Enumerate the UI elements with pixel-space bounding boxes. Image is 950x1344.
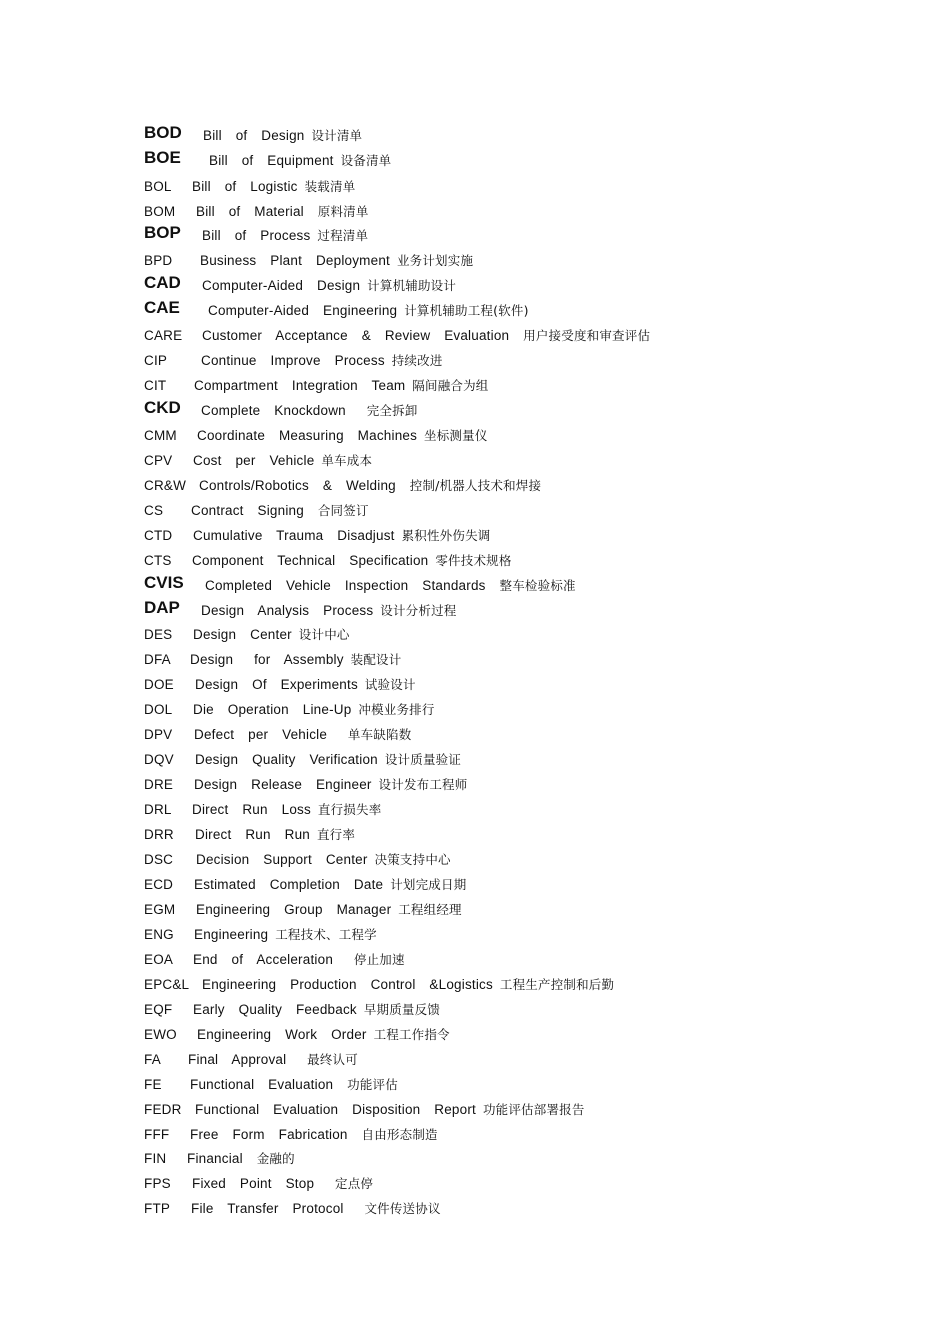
entry-definition (194, 923, 377, 947)
entry-definition (193, 623, 350, 647)
entry-english: Engineering (194, 927, 276, 942)
entry-english: Defect per Vehicle (194, 727, 348, 742)
entry-abbreviation: DSC (144, 852, 174, 867)
entry-english: Design Center (193, 627, 299, 642)
entry-abbreviation: EQF (144, 1002, 173, 1017)
entry-definition (192, 798, 381, 822)
entry-chinese: 装载清单 (304, 179, 356, 194)
entry-chinese: 控制/机器人技术和焊接 (409, 478, 542, 493)
entry-english: Compartment Integration Team (194, 378, 413, 393)
entry-definition (202, 224, 368, 248)
entry-chinese: 设备清单 (340, 153, 392, 168)
entry-abbreviation: FPS (144, 1176, 171, 1191)
entry-english: Cost per Vehicle (193, 453, 322, 468)
entry-chinese: 工程技术、工程学 (275, 927, 377, 942)
entry-chinese: 金融的 (256, 1151, 295, 1166)
entry-definition (199, 474, 541, 498)
entry-english: Decision Support Center (196, 852, 375, 867)
entry-chinese: 用户接受度和审查评估 (523, 328, 651, 343)
entry-chinese: 功能评估部署报告 (482, 1102, 585, 1117)
entry-chinese: 工程生产控制和后勤 (499, 977, 615, 992)
entry-definition (201, 599, 456, 623)
entry-abbreviation: CR&W (144, 478, 187, 493)
entry-definition (197, 424, 488, 448)
entry-abbreviation: CS (144, 503, 164, 518)
entry-abbreviation: DRR (144, 827, 174, 842)
entry-abbreviation: DAP (144, 598, 180, 617)
entry-english: Completed Vehicle Inspection Standards (205, 578, 500, 593)
entry-english: Design Analysis Process (201, 603, 381, 618)
entry-definition (193, 524, 490, 548)
entry-definition (191, 499, 369, 523)
entry-abbreviation: DES (144, 627, 173, 642)
entry-definition (195, 823, 355, 847)
entry-english: Design for Assembly (190, 652, 351, 667)
entry-definition (208, 299, 529, 323)
entry-abbreviation: EOA (144, 952, 174, 967)
entry-abbreviation: CAE (144, 298, 180, 317)
entry-english: Design Quality Verification (195, 752, 385, 767)
entry-definition (191, 1197, 441, 1221)
entry-chinese: 合同签订 (317, 503, 369, 518)
entry-english: Functional Evaluation (190, 1077, 348, 1092)
entry-abbreviation: BPD (144, 253, 173, 268)
entry-abbreviation: FEDR (144, 1102, 182, 1117)
entry-chinese: 设计中心 (298, 627, 350, 642)
entry-abbreviation: CARE (144, 328, 183, 343)
entry-abbreviation: CIT (144, 378, 167, 393)
entry-english: File Transfer Protocol (191, 1201, 365, 1216)
entry-english: Computer-Aided Design (202, 278, 368, 293)
entry-definition (192, 549, 512, 573)
entry-abbreviation: CIP (144, 353, 168, 368)
entry-chinese: 工程工作指令 (373, 1027, 450, 1042)
entry-abbreviation: DOL (144, 702, 173, 717)
entry-chinese: 坐标测量仪 (424, 428, 488, 443)
entry-chinese: 定点停 (335, 1176, 374, 1191)
entry-definition (195, 673, 416, 697)
entry-chinese: 设计清单 (311, 128, 363, 143)
entry-english: Bill of Equipment (209, 153, 341, 168)
entry-chinese: 停止加速 (353, 952, 405, 967)
entry-english: Engineering Work Order (197, 1027, 374, 1042)
entry-chinese: 单车缺陷数 (347, 727, 412, 742)
entry-definition (192, 175, 355, 199)
entry-definition (196, 898, 462, 922)
entry-abbreviation: FA (144, 1052, 161, 1067)
entry-chinese: 决策支持中心 (374, 852, 451, 867)
entry-abbreviation: FE (144, 1077, 162, 1092)
entry-chinese: 累积性外伤失调 (401, 528, 491, 543)
entry-english: Component Technical Specification (192, 553, 436, 568)
entry-definition (194, 773, 467, 797)
entry-english: Bill of Material (196, 204, 318, 219)
entry-chinese: 计算机辅助设计 (367, 278, 457, 293)
entry-definition (190, 648, 401, 672)
entry-abbreviation: FTP (144, 1201, 171, 1216)
entry-english: Customer Acceptance & Review Evaluation (202, 328, 524, 343)
entry-definition (194, 374, 489, 398)
entry-english: Cumulative Trauma Disadjust (193, 528, 402, 543)
entry-abbreviation: DRE (144, 777, 174, 792)
entry-chinese: 计划完成日期 (390, 877, 467, 892)
entry-abbreviation: BOL (144, 179, 172, 194)
entry-chinese: 持续改进 (391, 353, 443, 368)
entry-abbreviation: CPV (144, 453, 173, 468)
entry-definition (203, 124, 362, 148)
entry-english: Bill of Process (202, 228, 318, 243)
entry-english: Design Release Engineer (194, 777, 379, 792)
entry-chinese: 过程清单 (317, 228, 369, 243)
entry-definition (205, 574, 576, 598)
entry-english: Financial (187, 1151, 257, 1166)
entry-abbreviation: ENG (144, 927, 174, 942)
entry-english: Early Quality Feedback (193, 1002, 364, 1017)
entry-definition (193, 948, 405, 972)
entry-definition (193, 449, 372, 473)
entry-definition (192, 1172, 373, 1196)
entry-abbreviation: DOE (144, 677, 174, 692)
entry-abbreviation: DFA (144, 652, 171, 667)
entry-chinese: 计算机辅助工程(软件) (404, 303, 529, 318)
entry-english: Computer-Aided Engineering (208, 303, 405, 318)
entry-chinese: 设计发布工程师 (378, 777, 468, 792)
entry-chinese: 原料清单 (317, 204, 369, 219)
entry-abbreviation: EWO (144, 1027, 177, 1042)
entry-abbreviation: CVIS (144, 573, 184, 592)
entry-chinese: 设计质量验证 (384, 752, 462, 767)
entry-definition (187, 1147, 295, 1171)
entry-definition (202, 324, 650, 348)
entry-definition (201, 399, 418, 423)
entry-chinese: 完全拆卸 (366, 403, 418, 418)
entry-abbreviation: CTS (144, 553, 172, 568)
entry-abbreviation: FIN (144, 1151, 167, 1166)
entry-chinese: 整车检验标准 (499, 578, 576, 593)
entry-abbreviation: DRL (144, 802, 172, 817)
entry-chinese: 零件技术规格 (435, 553, 512, 568)
entry-definition (193, 998, 440, 1022)
entry-english: Contract Signing (191, 503, 318, 518)
entry-definition (195, 1098, 585, 1122)
entry-chinese: 冲模业务排行 (358, 702, 435, 717)
entry-chinese: 最终认可 (307, 1052, 358, 1067)
entry-english: Continue Improve Process (201, 353, 392, 368)
entry-definition (188, 1048, 358, 1072)
entry-definition (196, 200, 369, 224)
entry-english: Fixed Point Stop (192, 1176, 336, 1191)
entry-abbreviation: EGM (144, 902, 176, 917)
entry-abbreviation: BOD (144, 123, 182, 142)
entry-abbreviation: EPC&L (144, 977, 190, 992)
entry-abbreviation: CTD (144, 528, 173, 543)
entry-definition (209, 149, 391, 173)
entry-abbreviation: CMM (144, 428, 177, 443)
entry-english: Functional Evaluation Disposition Report (195, 1102, 483, 1117)
entry-chinese: 早期质量反馈 (363, 1002, 441, 1017)
entry-chinese: 装配设计 (350, 652, 402, 667)
entry-chinese: 直行损失率 (317, 802, 382, 817)
entry-abbreviation: BOE (144, 148, 181, 167)
entry-chinese: 试验设计 (364, 677, 416, 692)
entry-english: Estimated Completion Date (194, 877, 391, 892)
entry-definition (201, 349, 443, 373)
entry-chinese: 工程组经理 (398, 902, 462, 917)
entry-chinese: 功能评估 (347, 1077, 398, 1092)
entry-definition (194, 723, 411, 747)
entry-abbreviation: BOM (144, 204, 176, 219)
entry-abbreviation: FFF (144, 1127, 170, 1142)
entry-chinese: 业务计划实施 (396, 253, 474, 268)
entry-english: Free Form Fabrication (190, 1127, 362, 1142)
entry-definition (202, 274, 456, 298)
entry-english: Engineering Production Control &Logistics (202, 977, 500, 992)
entry-definition (197, 1023, 450, 1047)
entry-chinese: 文件传送协议 (364, 1201, 441, 1216)
entry-chinese: 自由形态制造 (361, 1127, 438, 1142)
entry-definition (202, 973, 614, 997)
entry-definition (195, 748, 461, 772)
entry-chinese: 设计分析过程 (380, 603, 457, 618)
entry-abbreviation: ECD (144, 877, 174, 892)
entry-english: Coordinate Measuring Machines (197, 428, 425, 443)
entry-definition (190, 1123, 438, 1147)
entry-abbreviation: CAD (144, 273, 181, 292)
entry-definition (196, 848, 451, 872)
entry-definition (193, 698, 435, 722)
entry-english: End of Acceleration (193, 952, 354, 967)
entry-english: Design Of Experiments (195, 677, 365, 692)
entry-abbreviation: DPV (144, 727, 173, 742)
entry-definition (194, 873, 466, 897)
entry-english: Bill of Design (203, 128, 312, 143)
entry-abbreviation: BOP (144, 223, 181, 242)
entry-definition (200, 249, 473, 273)
entry-english: Final Approval (188, 1052, 308, 1067)
entry-english: Controls/Robotics & Welding (199, 478, 410, 493)
entry-english: Engineering Group Manager (196, 902, 399, 917)
entry-definition (190, 1073, 398, 1097)
entry-english: Bill of Logistic (192, 179, 305, 194)
entry-english: Direct Run Loss (192, 802, 318, 817)
entry-chinese: 单车成本 (321, 453, 373, 468)
entry-abbreviation: DQV (144, 752, 174, 767)
entry-english: Die Operation Line-Up (193, 702, 359, 717)
entry-chinese: 隔间融合为组 (412, 378, 489, 393)
entry-english: Complete Knockdown (201, 403, 367, 418)
entry-abbreviation: CKD (144, 398, 181, 417)
entry-chinese: 直行率 (316, 827, 356, 842)
entry-english: Business Plant Deployment (200, 253, 397, 268)
entry-english: Direct Run Run (195, 827, 317, 842)
